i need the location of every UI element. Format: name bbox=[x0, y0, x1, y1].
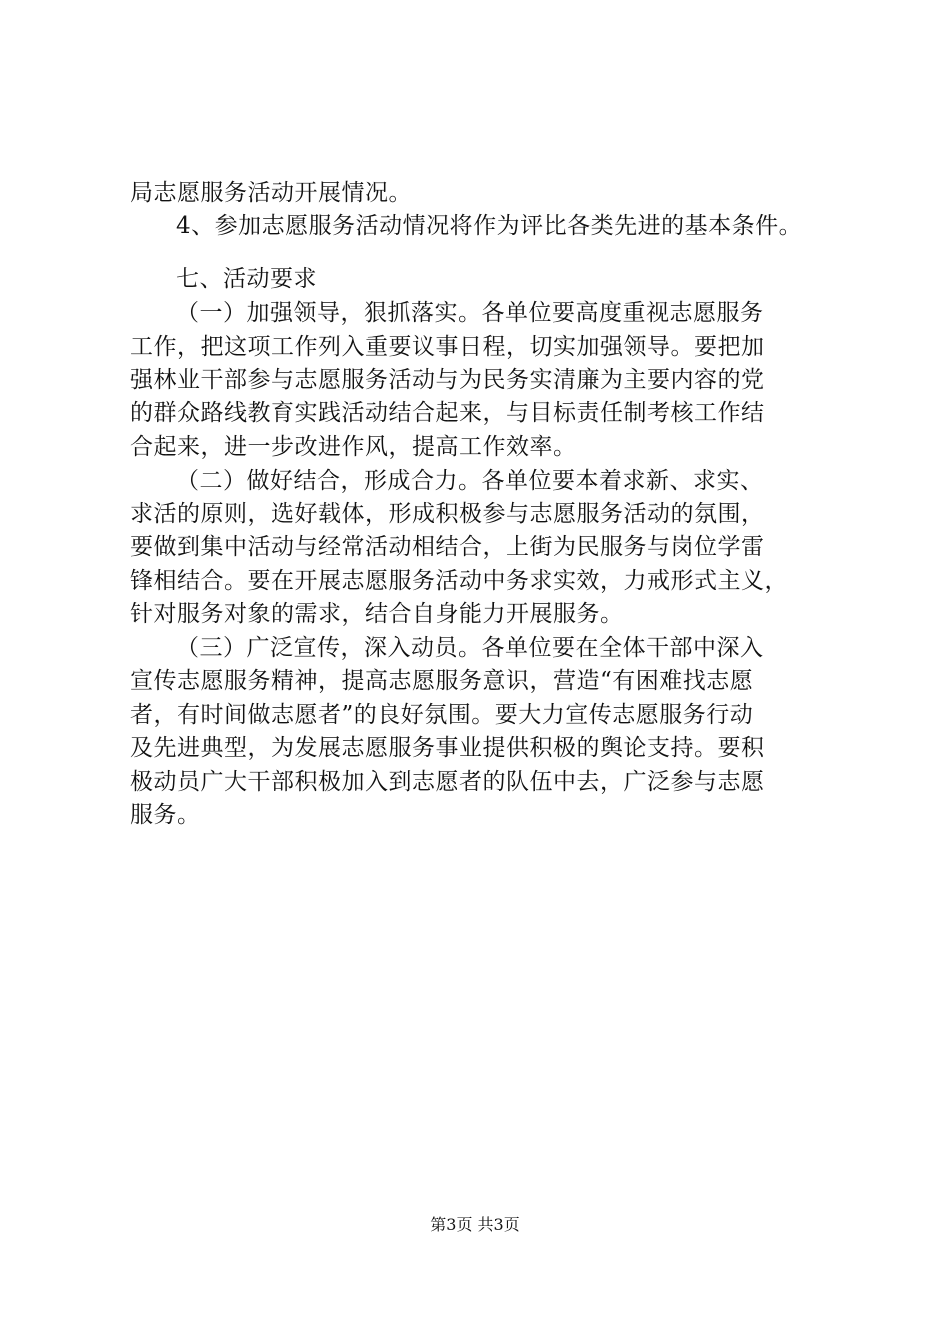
paragraph-line: 局志愿服务活动开展情况。 bbox=[130, 180, 412, 206]
paragraph-line: 宣传志愿服务精神，提高志愿服务意识，营造“有困难找志愿 bbox=[130, 668, 754, 694]
paragraph-line: 求活的原则，选好载体，形成积极参与志愿服务活动的氛围， bbox=[130, 501, 765, 527]
paragraph-line: 合起来，进一步改进作风，提高工作效率。 bbox=[130, 434, 577, 460]
paragraph-line: 者，有时间做志愿者”的良好氛围。要大力宣传志愿服务行动 bbox=[130, 702, 754, 728]
paragraph-line: 强林业干部参与志愿服务活动与为民务实清廉为主要内容的党 bbox=[130, 367, 765, 393]
paragraph-line: （二）做好结合，形成合力。各单位要本着求新、求实、 bbox=[176, 468, 764, 494]
paragraph-line: 服务。 bbox=[130, 802, 201, 828]
section-heading: 七、活动要求 bbox=[176, 266, 317, 292]
paragraph-line: 的群众路线教育实践活动结合起来，与目标责任制考核工作结 bbox=[130, 400, 765, 426]
paragraph-line: 4、参加志愿服务活动情况将作为评比各类先进的基本条件。 bbox=[176, 213, 803, 239]
paragraph-line: 要做到集中活动与经常活动相结合，上街为民服务与岗位学雷 bbox=[130, 534, 765, 560]
paragraph-line: 极动员广大干部积极加入到志愿者的队伍中去，广泛参与志愿 bbox=[130, 769, 765, 795]
page-footer: 第3页 共3页 bbox=[430, 1215, 520, 1234]
paragraph-line: 及先进典型，为发展志愿服务事业提供积极的舆论支持。要积 bbox=[130, 735, 765, 761]
paragraph-line: 工作，把这项工作列入重要议事日程，切实加强领导。要把加 bbox=[130, 334, 765, 360]
paragraph-line: 锋相结合。要在开展志愿服务活动中务求实效，力戒形式主义， bbox=[130, 568, 788, 594]
paragraph-line: （三）广泛宣传，深入动员。各单位要在全体干部中深入 bbox=[176, 635, 764, 661]
paragraph-line: 针对服务对象的需求，结合自身能力开展服务。 bbox=[130, 601, 624, 627]
paragraph-line: （一）加强领导，狠抓落实。各单位要高度重视志愿服务 bbox=[176, 300, 764, 326]
